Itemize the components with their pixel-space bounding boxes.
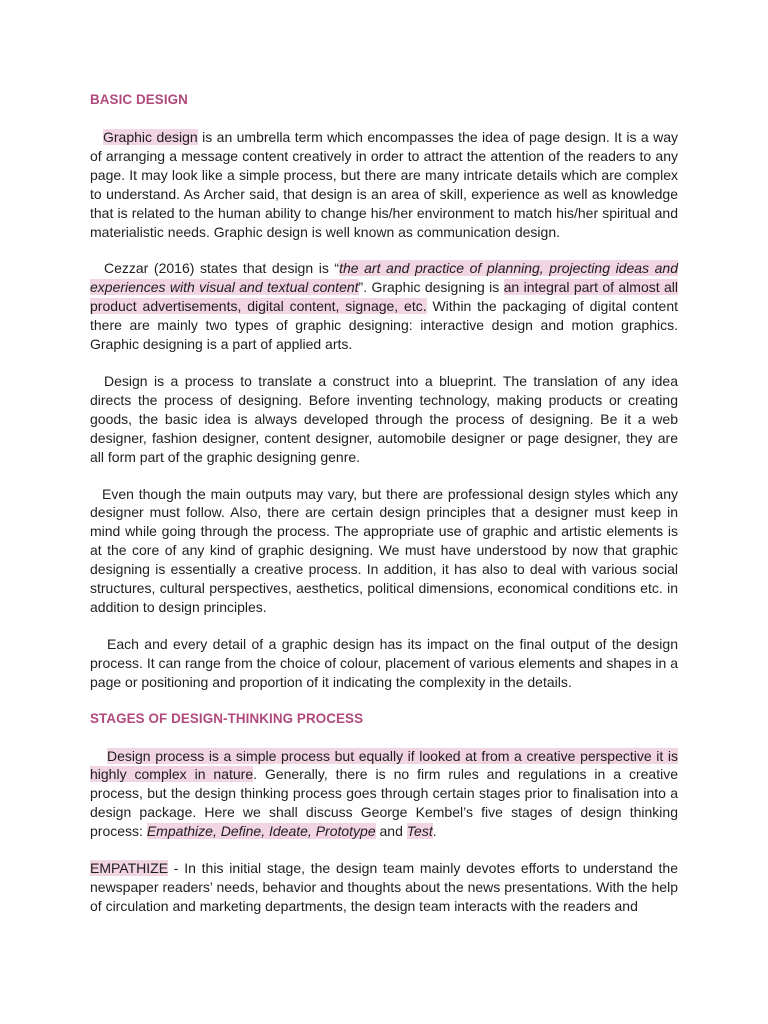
highlight-graphic-design: Graphic design: [103, 129, 198, 145]
paragraph-empathize: [90, 859, 678, 916]
paragraph-text: and: [375, 823, 407, 840]
highlight-design-process: Design process is a simple process but equally if looked at from a creative perspective it is highly complex in nature: [90, 747, 678, 783]
highlight-quote: the art and practice of planning, projecting ideas and experiences with visual and textual content: [90, 260, 678, 296]
highlight-integral-part: an integral part of almost all product advertisements, digital content, signage, etc.: [90, 279, 678, 315]
paragraph-each-detail: Each and every detail of a graphic design has its impact on the final output of the design process. It can range from the choice of colour, placement of various elements and shapes in a page or positioning and proportion of it indicating the complexity in the details.: [90, 635, 678, 690]
paragraph-text: .: [432, 823, 437, 840]
paragraph-graphic-design: [90, 128, 678, 241]
document-body: [90, 91, 678, 916]
highlight-test: Test: [406, 823, 433, 840]
paragraph-text: - In this initial stage, the design team mainly devotes efforts to understand the newspaper readers’ needs, behavior and thoughts about the news presentations. With the help of circulation and marketing departments, the design team interacts with the readers and: [90, 860, 678, 914]
highlight-empathize: EMPATHIZE: [90, 860, 169, 877]
heading-basic-design: BASIC DESIGN: [90, 92, 188, 107]
paragraph-text: Cezzar (2016) states that design is “: [104, 260, 340, 277]
paragraph-text: is an umbrella term which encompasses the idea of page design. It is a way of arranging a message content creatively in order to attract the attention of the readers to any page. It may look like a simple process, but there are many intricate details which are complex to understand. As Archer said, that design is an area of skill, experience as well as knowledge that is related to the human ability to change his/her environment to match his/her spiritual and materialistic needs. Graphic design is well known as communication design.: [90, 129, 678, 240]
highlight-stages-list: Empathize, Define, Ideate, Prototype: [146, 823, 376, 840]
paragraph-text: . Generally, there is no firm rules and regulations in a creative process, but the design thinking process goes through certain stages prior to finalisation into a design package. Here we shall discuss George Kembel’s five stages of design thinking process:: [90, 766, 678, 840]
paragraph-cezzar: [90, 259, 678, 354]
paragraph-text: ”. Graphic designing is: [358, 279, 504, 296]
paragraph-main-outputs: Even though the main outputs may vary, but there are professional design styles which any designer must follow. Also, there are certain design principles that a designer must keep in mind while going through the process. The appropriate use of graphic and artistic elements is at the core of any kind of graphic designing. We must have understood by now that graphic designing is essentially a creative process. In addition, it has also to deal with various social structures, cultural perspectives, aesthetics, political dimensions, economical conditions etc. in addition to design principles.: [90, 485, 678, 615]
paragraph-design-process: Design is a process to translate a construct into a blueprint. The translation of any idea directs the process of designing. Before inventing technology, making products or creating goods, the basic idea is always developed through the process of designing. Be it a web designer, fashion designer, content designer, automobile designer or page designer, they are all form part of the graphic designing genre.: [90, 372, 678, 465]
paragraph-text: Within the packaging of digital content there are mainly two types of graphic designing: interactive design and motion graphics. Graphic designing is a part of applied arts.: [90, 298, 679, 353]
paragraph-stages-intro: [90, 747, 678, 842]
heading-stages: STAGES OF DESIGN-THINKING PROCESS: [90, 710, 364, 726]
